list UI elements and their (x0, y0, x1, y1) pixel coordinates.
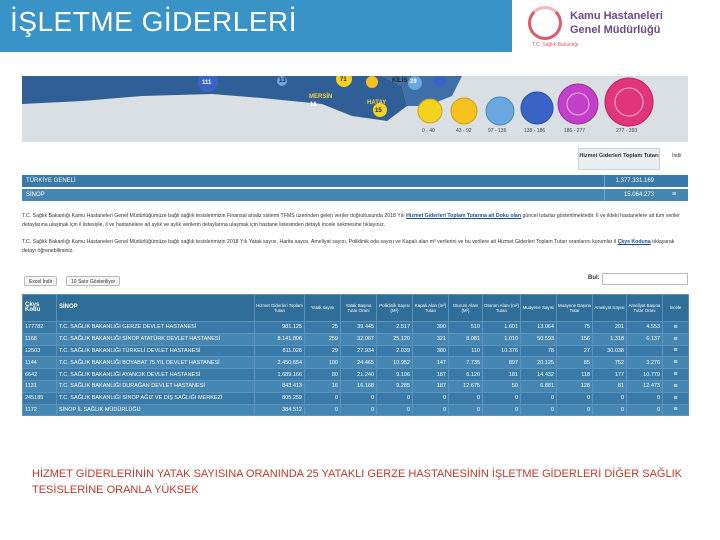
detail-list-icon[interactable]: ≡ (663, 392, 689, 404)
table-cell: 0 (341, 404, 377, 416)
detail-list-icon[interactable]: ≡ (663, 369, 689, 381)
table-cell: 805.259 (255, 392, 305, 404)
table-cell: 14.432 (521, 369, 557, 381)
table-cell: 25.120 (377, 333, 413, 345)
detail-list-icon[interactable]: ≡ (663, 322, 689, 334)
ckys-code-link[interactable]: 6642 (23, 369, 57, 381)
legend-circle (605, 78, 653, 126)
hospital-name-cell: T.C. SAĞLIK BAKANLIĞI AYANCIK DEVLET HASTANESİ (57, 369, 255, 381)
table-row (23, 392, 689, 404)
table-cell: 752 (593, 357, 627, 369)
info-note-1 (22, 212, 688, 229)
table-cell: 0 (449, 404, 483, 416)
column-header[interactable]: Ameliyat Sayısı (593, 295, 627, 322)
table-cell: 0 (377, 392, 413, 404)
legend-label: 138 - 186 (524, 128, 546, 134)
hospital-name-cell: T.C. SAĞLIK BAKANLIĞI SİNOP AĞIZ VE DİŞ SAĞLIĞI MERKEZİ (57, 392, 255, 404)
table-cell: 0 (627, 404, 663, 416)
table-cell: 390 (413, 322, 449, 334)
detail-list-icon[interactable]: ≡ (663, 404, 689, 416)
table-cell: 2.517 (377, 322, 413, 334)
table-cell: 1.010 (483, 333, 521, 345)
map-svg (22, 76, 688, 142)
table-cell: 384.512 (255, 404, 305, 416)
column-header[interactable]: Kapalı Alan (m²) Tutarı (413, 295, 449, 322)
table-cell: 147 (413, 357, 449, 369)
table-cell: 6.137 (627, 333, 663, 345)
ckys-code-link[interactable]: 1144 (23, 357, 57, 369)
column-header[interactable]: Ameliyat Başına Tutar Oranı (627, 295, 663, 322)
table-cell: 75 (557, 322, 593, 334)
legend-label: 97 - 136 (488, 128, 507, 134)
table-cell: 78 (521, 345, 557, 357)
table-cell: 110 (449, 345, 483, 357)
ckys-code-link[interactable]: 1131 (23, 380, 57, 392)
legend-circle (451, 98, 477, 124)
map-bubble-number: 15 (375, 108, 382, 114)
table-cell: 0 (521, 404, 557, 416)
table-cell: 0 (627, 392, 663, 404)
table-cell: 0 (377, 404, 413, 416)
column-header[interactable]: Oturum Alanı (M²) (449, 295, 483, 322)
divider (604, 189, 605, 201)
table-cell: 9.285 (377, 380, 413, 392)
table-cell: 50.593 (521, 333, 557, 345)
table-cell: 32.067 (341, 333, 377, 345)
column-header[interactable]: Çkys Kodu (23, 295, 57, 322)
table-cell: 3.276 (627, 357, 663, 369)
table-cell: 39.445 (341, 322, 377, 334)
table-cell: 259 (305, 333, 341, 345)
legend-circle (486, 97, 514, 125)
table-cell: 80 (305, 369, 341, 381)
table-cell: 0 (413, 404, 449, 416)
table-cell: 10.779 (627, 369, 663, 381)
table-cell: 29 (305, 345, 341, 357)
table-cell: 201 (593, 322, 627, 334)
table-row (23, 357, 689, 369)
table-cell: 0 (305, 404, 341, 416)
table-cell: 27.934 (341, 345, 377, 357)
data-table (22, 294, 689, 416)
column-header[interactable]: Poliklinik Sayısı (M²) (377, 295, 413, 322)
summary-row-turkiye (22, 175, 688, 187)
table-cell: 0 (413, 392, 449, 404)
table-cell: 510 (449, 322, 483, 334)
column-header[interactable]: Muayene Sayısı (521, 295, 557, 322)
legend-label: 277 - 393 (616, 128, 638, 134)
slide-caption: HİZMET GİDERLERİNİN YATAK SAYISINA ORANINDA 25 YATAKLI GERZE HASTANESİNİN İŞLETME GİDERLERİ DİĞER SAĞLIK TESİSLERİNE ORANLA YÜKSEK (32, 468, 682, 496)
table-cell: 1.689.166 (255, 369, 305, 381)
hospital-name-cell: T.C. SAĞLIK BAKANLIĞI SİNOP ATATÜRK DEVLET HASTANESİ (57, 333, 255, 345)
summary-row-value: 15.064.273 (623, 192, 654, 198)
table-cell: 1.318 (593, 333, 627, 345)
logo-subtext: T.C. Sağlık Bakanlığı (532, 42, 579, 48)
column-header[interactable]: İncele (663, 295, 689, 322)
table-cell: 0 (483, 404, 521, 416)
list-icon[interactable]: ≡ (672, 191, 677, 198)
map-label-kilis: KİLİS (392, 78, 408, 84)
ckys-code-link[interactable]: 1172 (23, 404, 57, 416)
table-header-row (23, 295, 689, 322)
hospital-name-cell: T.C. SAĞLIK BAKANLIĞI DURAĞAN DEVLET HASTANESİ (57, 380, 255, 392)
table-cell: 24.465 (341, 357, 377, 369)
table-cell: 0 (483, 392, 521, 404)
legend-circle (418, 99, 442, 123)
table-cell: 128 (557, 380, 593, 392)
map-bubble-number: 29 (410, 79, 417, 85)
table-cell: 16 (305, 380, 341, 392)
table-row (23, 404, 689, 416)
summary-column-header: Hizmet Giderleri Toplam Tutarı (578, 148, 660, 170)
legend-label: 186 - 277 (564, 128, 586, 134)
legend-circle (558, 84, 598, 124)
column-header[interactable]: Hizmet Giderleri Toplam Tutarı (255, 295, 305, 322)
table-cell: 811.028 (255, 345, 305, 357)
logo-text-line2: Genel Müdürlüğü (570, 24, 661, 36)
page-title: İŞLETME GİDERLERİ (10, 6, 298, 37)
table-row (23, 333, 689, 345)
column-header[interactable]: SİNOP (57, 295, 255, 322)
table-cell: 118 (557, 369, 593, 381)
table-cell: 9.106 (377, 369, 413, 381)
ckys-code-link[interactable]: 1168 (23, 333, 57, 345)
column-header[interactable]: Oturum Alanı (m²) Tutarı (483, 295, 521, 322)
table-cell (627, 345, 663, 357)
download-icon-label: İndir (672, 153, 682, 159)
table-cell: 25 (305, 322, 341, 334)
divider (604, 175, 605, 187)
table-cell: 4.553 (627, 322, 663, 334)
detail-list-icon[interactable]: ≡ (663, 333, 689, 345)
note-link[interactable]: Hizmet Giderleri Toplam Tutarına ait Doku olan (406, 213, 521, 219)
table-cell: 30.038 (593, 345, 627, 357)
rows-per-page-select[interactable]: 10 Satır Gösteriliyor (66, 276, 120, 286)
table-cell: 6.120 (449, 369, 483, 381)
note-text: güncel tutarlar gösterilmektedir. İl ve ildeki hastanelere ait tüm veriler detaylarına ulaşmak için il listesiyle, il ve hastanelere ait aylık ve aylık verilerin detaylarına ulaşmak için hastane listesinden detaylı incele sekmesine tıklayınız. (22, 213, 680, 228)
map-bubble-number: 16 (310, 102, 317, 108)
table-cell: 8.081 (449, 333, 483, 345)
table-cell: 85 (557, 357, 593, 369)
table-cell: 321 (413, 333, 449, 345)
legend-label: 0 - 40 (422, 128, 435, 134)
table-cell: 156 (557, 333, 593, 345)
table-cell: 843.413 (255, 380, 305, 392)
table-cell: 21.240 (341, 369, 377, 381)
table-cell: 380 (413, 345, 449, 357)
map-label-hatay: HATAY (367, 100, 387, 106)
table-cell: 177 (593, 369, 627, 381)
note-text: T.C. Sağlık Bakanlığı Kamu Hastaneleri Genel Müdürlüğümüze bağlı sağlık tesislerimizin Finansal analiz sistemi TFMS üzerinden gelen veriler doğrultusunda 2018 Yılı (22, 213, 405, 219)
table-row (23, 380, 689, 392)
map-bubble[interactable] (366, 76, 378, 88)
table-cell: 12.473 (627, 380, 663, 392)
table-cell: 0 (593, 392, 627, 404)
map-bubble-number: 71 (340, 77, 347, 83)
table-cell: 0 (557, 404, 593, 416)
note-text: tıklayarak detayı öğrenebilirsiniz. (22, 239, 675, 254)
table-cell: 10.952 (377, 357, 413, 369)
column-header[interactable]: Yatak sayısı (305, 295, 341, 322)
table-cell: 13.064 (521, 322, 557, 334)
info-note-2 (22, 238, 688, 255)
summary-row-sinop (22, 189, 688, 201)
column-header[interactable]: Yatak Başına Tutar Oranı (341, 295, 377, 322)
table-cell: 0 (593, 404, 627, 416)
download-icon[interactable] (668, 148, 686, 170)
table-cell: 12.675 (449, 380, 483, 392)
detail-list-icon[interactable]: ≡ (663, 345, 689, 357)
table-cell: 981.125 (255, 322, 305, 334)
summary-row-label: TÜRKİYE GENELİ (26, 178, 76, 184)
table-cell: 2.039 (377, 345, 413, 357)
table-cell: 1.601 (483, 322, 521, 334)
table-cell: 100 (305, 357, 341, 369)
table-cell: 187 (413, 380, 449, 392)
summary-row-label: SİNOP (26, 192, 45, 198)
table-cell: 2.450.654 (255, 357, 305, 369)
legend-label: 43 - 92 (456, 128, 472, 134)
legend-circle (521, 92, 553, 124)
hospital-name-cell: SİNOP İL SAĞLIK MÜDÜRLÜĞÜ (57, 404, 255, 416)
summary-row-value: 1.377.331.169 (615, 178, 654, 184)
column-header[interactable]: Muayene Başına Tutar (557, 295, 593, 322)
table-cell: 897 (483, 357, 521, 369)
table-cell: 187 (413, 369, 449, 381)
table-cell: 7.735 (449, 357, 483, 369)
map-label-mersin: MERSİN (309, 94, 333, 100)
table-cell: 81 (593, 380, 627, 392)
table-cell: 0 (557, 392, 593, 404)
table-cell: 0 (341, 392, 377, 404)
table-cell: 6.881 (521, 380, 557, 392)
search-label: Bul: (588, 275, 600, 281)
table-cell: 10.376 (483, 345, 521, 357)
hospital-name-cell: T.C. SAĞLIK BAKANLIĞI GERZE DEVLET HASTANESİ (57, 322, 255, 334)
note-text: T.C. Sağlık Bakanlığı Kamu Hastaneleri Genel Müdürlüğümüze bağlı sağlık tesislerimizin 2018 Yılı Yatak sayısı, Harita sayısı, Ameliyat sayısı, Poliklinik oda sayısı ve Kapalı alan m² verilerini ve bu verilere ait Hizmet Giderleri Toplam Tutarı oranlarını kurumlar il (22, 239, 617, 245)
table-cell: 8.141.806 (255, 333, 305, 345)
table-cell: 181 (483, 369, 521, 381)
ckys-code-link[interactable]: 12503 (23, 345, 57, 357)
table-cell: 16.168 (341, 380, 377, 392)
hospital-name-cell: T.C. SAĞLIK BAKANLIĞI TÜRKELİ DEVLET HASTANESİ (57, 345, 255, 357)
map-bubble-number: 13 (279, 78, 286, 84)
logo-text-line1: Kamu Hastaneleri (570, 10, 663, 22)
logo-emblem-icon (528, 6, 562, 40)
table-row (23, 369, 689, 381)
table-cell: 0 (449, 392, 483, 404)
search-input[interactable] (602, 273, 688, 285)
note-link[interactable]: Çkys Koduna (617, 239, 651, 245)
excel-download-button[interactable]: Excel İndir (24, 276, 57, 286)
table-cell: 0 (521, 392, 557, 404)
table-cell: 20.125 (521, 357, 557, 369)
ckys-code-link[interactable]: 245185 (23, 392, 57, 404)
table-row (23, 322, 689, 334)
map-bubble-number: 111 (202, 80, 212, 86)
detail-list-icon[interactable]: ≡ (663, 380, 689, 392)
table-cell: 0 (305, 392, 341, 404)
ckys-code-link[interactable]: 177782 (23, 322, 57, 334)
detail-list-icon[interactable]: ≡ (663, 357, 689, 369)
title-bar (0, 0, 720, 52)
hospital-name-cell: T.C. SAĞLIK BAKANLIĞI BOYABAT 75.YIL DEVLET HASTANESİ (57, 357, 255, 369)
table-cell: 27 (557, 345, 593, 357)
logo (512, 0, 720, 52)
table-row (23, 345, 689, 357)
table-cell: 50 (483, 380, 521, 392)
dashboard-screenshot (22, 76, 688, 438)
map-panel[interactable] (22, 76, 688, 142)
